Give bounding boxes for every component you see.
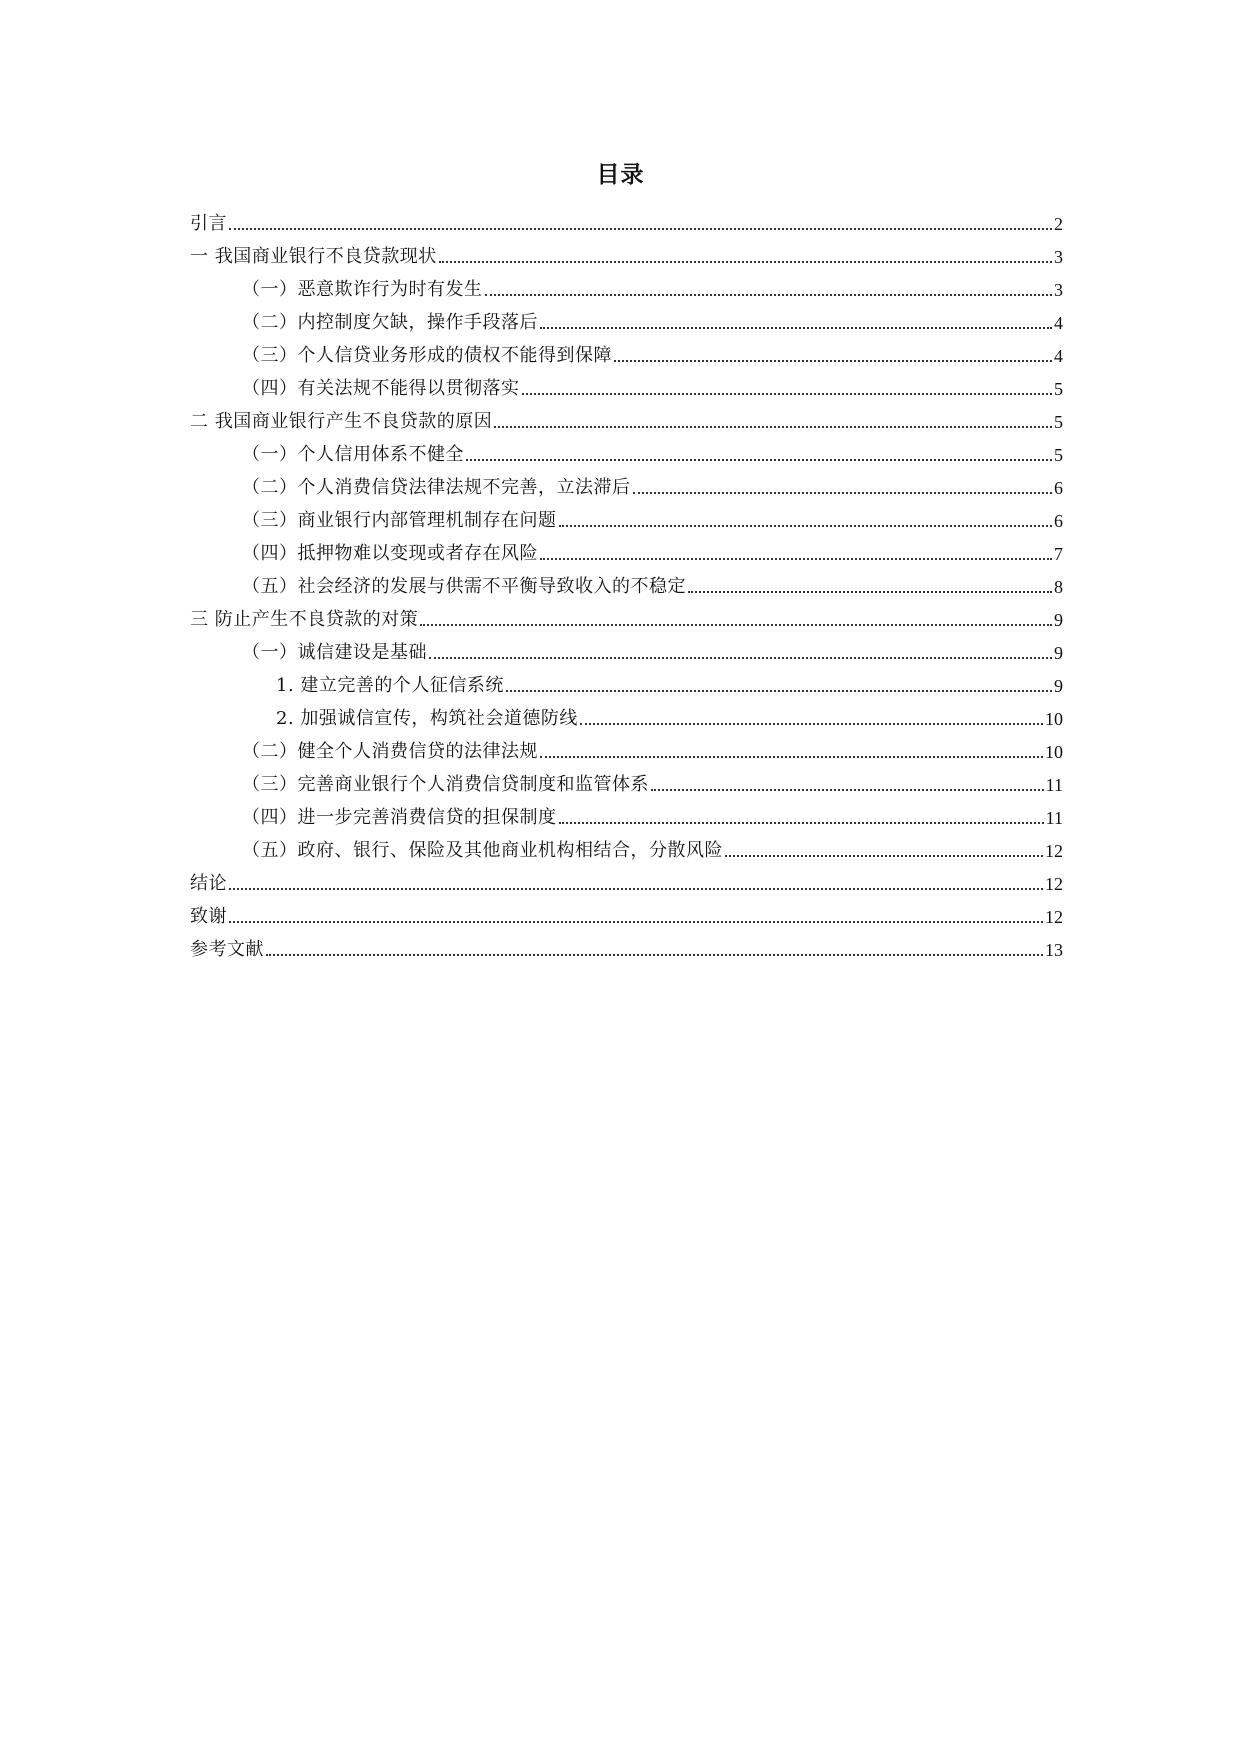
toc-entry[interactable] [190,697,1063,730]
toc-dot-leader [485,294,1053,296]
toc-entry[interactable] [190,433,1063,466]
toc-entry[interactable] [190,862,1063,895]
toc-page-number: 4 [1054,313,1063,333]
toc-entry-title: （二）健全个人消费信贷的法律法规 [242,741,538,762]
toc-dot-leader [540,756,1043,758]
toc-page-number: 6 [1054,511,1063,531]
toc-entry-title: （五）社会经济的发展与供需不平衡导致收入的不稳定 [242,576,686,597]
table-of-contents [190,202,1063,961]
toc-entry-title: （四）进一步完善消费信贷的担保制度 [242,807,557,828]
toc-dot-leader [429,657,1052,659]
toc-entry-title: （三）完善商业银行个人消费信贷制度和监管体系 [242,774,649,795]
toc-entry[interactable] [190,334,1063,367]
toc-entry-title: （一）恶意欺诈行为时有发生 [242,279,483,300]
toc-dot-leader [688,591,1052,593]
toc-page-number: 9 [1054,643,1063,663]
toc-entry-title: （二）内控制度欠缺，操作手段落后 [242,312,538,333]
toc-entry-title: 参考文献 [190,939,264,960]
toc-dot-leader [466,459,1052,461]
toc-page-number: 5 [1054,412,1063,432]
toc-entry[interactable] [190,598,1063,631]
toc-page-number: 5 [1054,379,1063,399]
toc-dot-leader [494,426,1052,428]
toc-entry[interactable] [190,895,1063,928]
toc-entry[interactable] [190,796,1063,829]
toc-page-number: 3 [1054,280,1063,300]
toc-entry-title: 2. 加强诚信宣传，构筑社会道德防线 [276,708,578,729]
toc-entry-title: （三）商业银行内部管理机制存在问题 [242,510,557,531]
toc-page-number: 4 [1054,346,1063,366]
toc-entry[interactable] [190,829,1063,862]
toc-entry[interactable] [190,301,1063,334]
toc-page-number: 12 [1045,874,1063,894]
toc-entry-title: （四）有关法规不能得以贯彻落实 [242,378,520,399]
toc-entry-title: 1. 建立完善的个人征信系统 [276,675,504,696]
toc-entry-title: （四）抵押物难以变现或者存在风险 [242,543,538,564]
toc-dot-leader [420,624,1052,626]
toc-dot-leader [506,690,1052,692]
toc-dot-leader [633,492,1053,494]
toc-page-number: 10 [1045,742,1063,762]
toc-dot-leader [266,954,1043,956]
toc-entry[interactable] [190,400,1063,433]
toc-entry[interactable] [190,499,1063,532]
toc-page-number: 6 [1054,478,1063,498]
toc-entry-title: （一）个人信用体系不健全 [242,444,464,465]
toc-page-number: 11 [1045,775,1063,795]
toc-page-number: 13 [1045,940,1063,960]
toc-entry[interactable] [190,631,1063,664]
toc-entry-title: 致谢 [190,906,227,927]
toc-entry[interactable] [190,202,1063,235]
toc-page-number: 9 [1054,676,1063,696]
toc-dot-leader [540,327,1052,329]
toc-dot-leader [651,789,1044,791]
toc-entry[interactable] [190,664,1063,697]
toc-entry-title: 二 我国商业银行产生不良贷款的原因 [190,411,493,432]
toc-page-number: 8 [1054,577,1063,597]
toc-dot-leader [614,360,1052,362]
toc-dot-leader [229,888,1043,890]
toc-page-number: 10 [1045,709,1063,729]
toc-page-number: 11 [1045,808,1063,828]
toc-entry[interactable] [190,268,1063,301]
toc-entry[interactable] [190,928,1063,961]
toc-entry[interactable] [190,730,1063,763]
toc-entry[interactable] [190,532,1063,565]
toc-entry-title: 引言 [190,213,227,234]
toc-dot-leader [559,822,1044,824]
toc-entry[interactable] [190,565,1063,598]
toc-page-number: 9 [1054,610,1063,630]
toc-page-number: 12 [1045,841,1063,861]
toc-dot-leader [439,261,1052,263]
toc-entry-title: 三 防止产生不良贷款的对策 [190,609,419,630]
toc-entry-title: （三）个人信贷业务形成的债权不能得到保障 [242,345,612,366]
toc-page-number: 5 [1054,445,1063,465]
toc-dot-leader [540,558,1052,560]
toc-entry-title: （二）个人消费信贷法律法规不完善，立法滞后 [242,477,631,498]
toc-entry[interactable] [190,367,1063,400]
toc-entry[interactable] [190,235,1063,268]
toc-title: 目录 [596,162,645,188]
toc-entry-title: （五）政府、银行、保险及其他商业机构相结合，分散风险 [242,840,723,861]
toc-page-number: 2 [1054,214,1063,234]
toc-dot-leader [229,921,1043,923]
toc-entry-title: （一）诚信建设是基础 [242,642,427,663]
toc-dot-leader [725,855,1043,857]
toc-dot-leader [229,228,1052,230]
toc-entry[interactable] [190,466,1063,499]
toc-page-number: 12 [1045,907,1063,927]
toc-dot-leader [522,393,1053,395]
toc-entry-title: 一 我国商业银行不良贷款现状 [190,246,437,267]
toc-entry-title: 结论 [190,873,227,894]
toc-dot-leader [559,525,1053,527]
toc-dot-leader [580,723,1043,725]
toc-page-number: 3 [1054,247,1063,267]
toc-entry[interactable] [190,763,1063,796]
toc-page-number: 7 [1054,544,1063,564]
